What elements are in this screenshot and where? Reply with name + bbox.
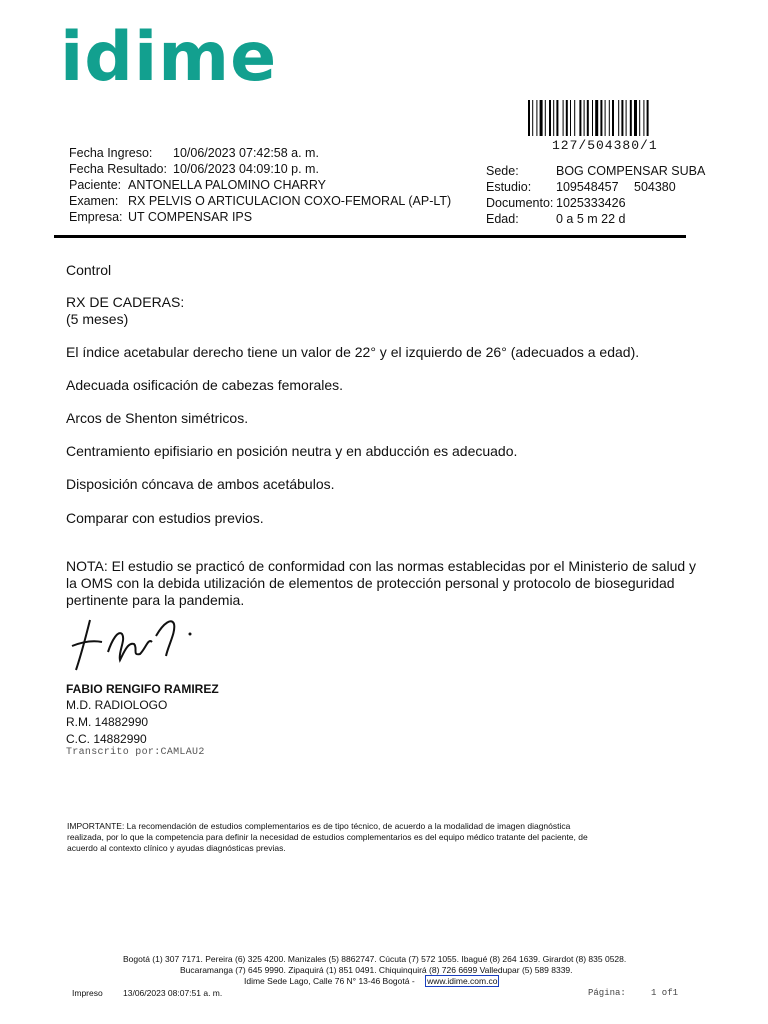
- header-label: Fecha Ingreso:: [69, 146, 153, 160]
- header-row-sede: [486, 163, 705, 179]
- doctor-cc: C.C. 14882990: [66, 732, 147, 746]
- header-label: Documento:: [486, 196, 554, 210]
- header-value: 10/06/2023 04:09:10 p. m.: [173, 162, 319, 176]
- header-row-fecha-ingreso: [69, 145, 451, 161]
- header-row-fecha-resultado: [69, 161, 451, 177]
- page-number: 1 of1: [651, 988, 679, 998]
- header-right-block: [486, 163, 705, 227]
- printed-date: 13/06/2023 08:07:51 a. m.: [123, 988, 223, 998]
- header-left-block: [69, 145, 451, 225]
- footer-phones-line-2: Bucaramanga (7) 645 9990. Zipaquirá (1) 851 0491. Chiquinquirá (8) 726 6699 Valledupar (5) 589 8339.: [180, 965, 573, 975]
- header-value: BOG COMPENSAR SUBA: [556, 164, 706, 178]
- header-value: UT COMPENSAR IPS: [128, 210, 253, 224]
- importante-disclaimer: IMPORTANTE: La recomendación de estudios complementarios es de tipo técnico, de acuerdo a la modalidad de imagen diagnóstica realizada, por lo que la competencia para definir la necesidad de estudios complementarios es del equipo médico tratante del paciente, de acuerdo al contexto clínico y ayudas diagnósticas previas.: [67, 821, 588, 853]
- finding-line: Adecuada osificación de cabezas femorales.: [66, 377, 344, 393]
- barcode-number: 127/504380/1: [552, 138, 658, 153]
- finding-line: Disposición cóncava de ambos acetábulos.: [66, 476, 335, 492]
- header-divider: [54, 235, 686, 238]
- report-title: RX DE CADERAS:: [66, 294, 185, 310]
- header-label: Sede:: [486, 164, 519, 178]
- transcrito-por: Transcrito por:CAMLAU2: [66, 747, 205, 758]
- header-label: Paciente:: [69, 178, 122, 192]
- website-link[interactable]: www.idime.com.co: [427, 976, 498, 986]
- printed-label: Impreso: [72, 988, 103, 998]
- footer-address-text: Idime Sede Lago, Calle 76 N° 13-46 Bogotá -: [244, 976, 415, 986]
- header-row-paciente: [69, 177, 451, 193]
- doctor-title: M.D. RADIOLOGO: [66, 698, 168, 712]
- header-value: 10/06/2023 07:42:58 a. m.: [173, 146, 319, 160]
- doctor-name: FABIO RENGIFO RAMIREZ: [66, 682, 219, 696]
- page-label: Página:: [588, 988, 626, 998]
- header-value: 109548457: [556, 180, 619, 194]
- finding-line: Comparar con estudios previos.: [66, 510, 264, 526]
- header-row-examen: [69, 193, 451, 209]
- header-label: Empresa:: [69, 210, 123, 224]
- header-value: 1025333426: [556, 196, 626, 210]
- footer-address: [244, 976, 499, 987]
- header-label: Estudio:: [486, 180, 532, 194]
- header-label: Edad:: [486, 212, 519, 226]
- signature-image: [68, 612, 208, 674]
- header-value: RX PELVIS O ARTICULACION COXO-FEMORAL (AP-LT): [128, 194, 452, 208]
- header-label: Examen:: [69, 194, 119, 208]
- doctor-rm: R.M. 14882990: [66, 715, 149, 729]
- finding-line: El índice acetabular derecho tiene un valor de 22° y el izquierdo de 26° (adecuados a edad).: [66, 344, 640, 360]
- idime-logo: idime: [60, 18, 278, 97]
- header-row-empresa: [69, 209, 451, 225]
- header-value: ANTONELLA PALOMINO CHARRY: [128, 178, 326, 192]
- finding-line: Arcos de Shenton simétricos.: [66, 410, 249, 426]
- report-control: Control: [66, 262, 112, 278]
- header-extra: 504380: [634, 180, 676, 194]
- header-row-edad: [486, 211, 705, 227]
- header-label: Fecha Resultado:: [69, 162, 167, 176]
- footer-phones-line-1: Bogotá (1) 307 7171. Pereira (6) 325 4200. Manizales (5) 8862747. Cúcuta (7) 572 1055. Ibagué (8) 264 1639. Girardot (8) 835 0528.: [123, 954, 627, 964]
- barcode-image: [527, 100, 685, 136]
- finding-line: Centramiento epifisiario en posición neutra y en abducción es adecuado.: [66, 443, 518, 459]
- report-subtitle: (5 meses): [66, 311, 129, 327]
- header-row-documento: [486, 195, 705, 211]
- header-value: 0 a 5 m 22 d: [556, 212, 626, 226]
- report-note: NOTA: El estudio se practicó de conformidad con las normas establecidas por el Ministerio de salud y la OMS con la debida utilización de elementos de protección personal y protocolo de bioseguridad pertinente para la pandemia.: [66, 558, 697, 608]
- header-row-estudio: [486, 179, 705, 195]
